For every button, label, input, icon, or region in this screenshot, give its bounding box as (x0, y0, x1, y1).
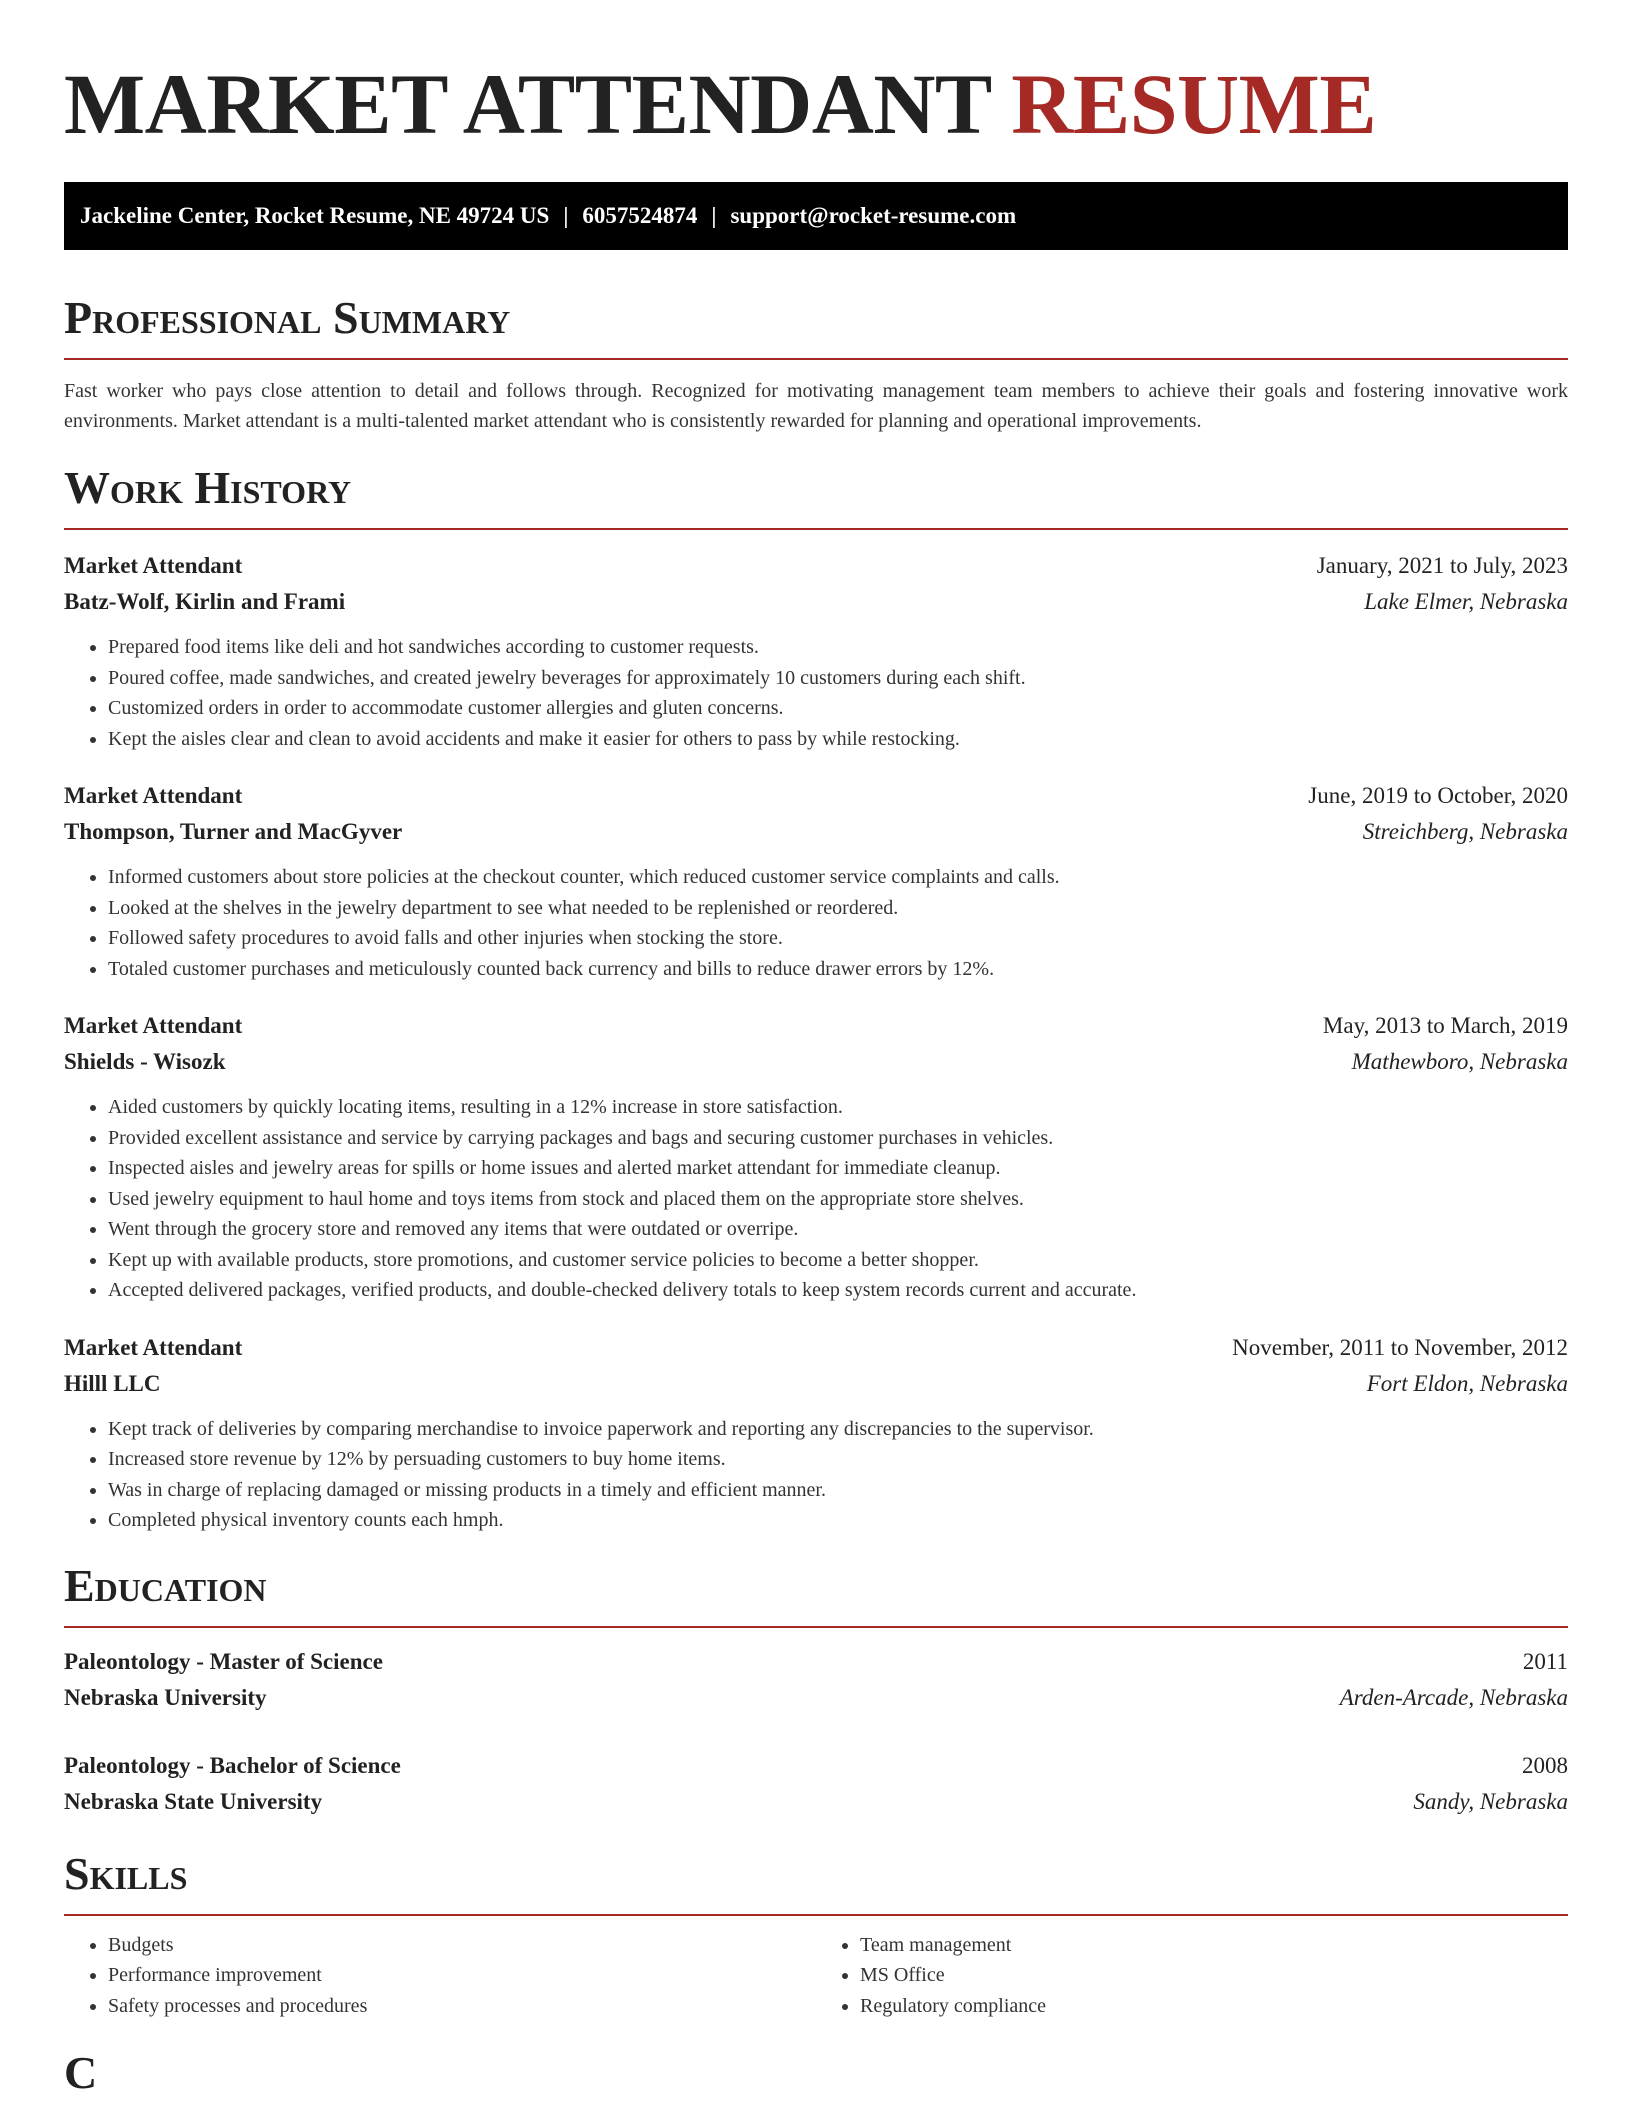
job-duty-item: • Inspected aisles and jewelry areas for spills or home issues and alerted market attendant for immediate cleanup. (108, 1153, 1568, 1184)
job-location: Lake Elmer, Nebraska (1364, 589, 1568, 614)
job-duty-item: • Increased store revenue by 12% by persuading customers to buy home items. (108, 1444, 1568, 1475)
contact-email: support@rocket-resume.com (730, 203, 1017, 228)
contact-separator: | (711, 203, 717, 228)
title-accent: RESUME (1011, 56, 1377, 152)
resume-title (64, 58, 1568, 150)
job-entry (64, 1008, 1568, 1306)
education-school: Nebraska State University (64, 1788, 323, 1814)
job-dates: June, 2019 to October, 2020 (1308, 783, 1568, 808)
education-degree: Paleontology - Master of Science (64, 1648, 383, 1674)
skill-item: • Safety processes and procedures (108, 1991, 816, 2022)
skill-item: • Budgets (108, 1930, 816, 1961)
job-duty-item: • Completed physical inventory counts each hmph. (108, 1505, 1568, 1536)
skills-columns (64, 1916, 1568, 2022)
skills-list-left (64, 1930, 816, 2022)
job-duty-item: • Kept track of deliveries by comparing merchandise to invoice paperwork and reporting any discrepancies to the supervisor. (108, 1414, 1568, 1445)
skills-heading: Skills (64, 1847, 188, 1899)
job-header-row (64, 1330, 1568, 1366)
job-duty-item: • Customized orders in order to accommodate customer allergies and gluten concerns. (108, 693, 1568, 724)
job-duty-item: • Kept the aisles clear and clean to avoid accidents and make it easier for others to pass by while restocking. (108, 724, 1568, 755)
job-company-row (64, 1366, 1568, 1402)
job-company-row (64, 584, 1568, 620)
summary-text: Fast worker who pays close attention to detail and follows through. Recognized for motivating management team members to achieve their goals and fostering innovative work environments. Market attendant is a multi-talented market attendant who is consistently rewarded for planning and operational improvements. (64, 380, 1568, 432)
education-year: 2011 (1522, 1648, 1568, 1674)
job-title: Market Attendant (64, 783, 243, 808)
job-title: Market Attendant (64, 1334, 243, 1360)
section-divider (64, 528, 1568, 530)
education-year: 2008 (1522, 1752, 1568, 1778)
job-company: Shields - Wisozk (64, 1049, 226, 1074)
job-duty-item: • Looked at the shelves in the jewelry department to see what needed to be replenished or reordered. (108, 893, 1568, 924)
education-school-row (64, 1784, 1568, 1820)
job-duty-item: • Provided excellent assistance and service by carrying packages and bags and securing customer purchases in vehicles. (108, 1123, 1568, 1154)
job-duty-item: • Prepared food items like deli and hot sandwiches according to customer requests. (108, 632, 1568, 663)
summary-heading: Professional Summary (64, 292, 511, 343)
job-dates: May, 2013 to March, 2019 (1322, 1013, 1568, 1038)
contact-phone: 6057524874 (582, 203, 698, 228)
education-entry (64, 1644, 1568, 1716)
job-duty-item: • Used jewelry equipment to haul home and toys items from stock and placed them on the appropriate store shelves. (108, 1184, 1568, 1215)
education-degree: Paleontology - Bachelor of Science (64, 1752, 401, 1778)
title-main: MARKET ATTENDANT (64, 56, 991, 152)
job-duty-item: • Was in charge of replacing damaged or missing products in a timely and efficient manner. (108, 1475, 1568, 1506)
skill-item: • Performance improvement (108, 1960, 816, 1991)
education-entry (64, 1748, 1568, 1820)
section-divider (64, 1626, 1568, 1628)
skill-item: • Team management (860, 1930, 1568, 1961)
job-duty-item: • Followed safety procedures to avoid falls and other injuries when stocking the store. (108, 923, 1568, 954)
job-duties (64, 632, 1568, 754)
job-duty-item: • Kept up with available products, store promotions, and customer service policies to become a better shopper. (108, 1245, 1568, 1276)
job-duty-item: • Went through the grocery store and removed any items that were outdated or overripe. (108, 1214, 1568, 1245)
job-entry (64, 548, 1568, 754)
job-entry (64, 778, 1568, 984)
job-header-row (64, 1008, 1568, 1044)
job-company: Thompson, Turner and MacGyver (64, 819, 403, 844)
education-school: Nebraska University (64, 1684, 267, 1710)
job-header-row (64, 778, 1568, 814)
education-degree-row (64, 1748, 1568, 1784)
skill-item: • Regulatory compliance (860, 1991, 1568, 2022)
job-location: Mathewboro, Nebraska (1351, 1049, 1568, 1074)
job-duty-item: • Informed customers about store policies at the checkout counter, which reduced customer service complaints and calls. (108, 862, 1568, 893)
work-heading: Work History (64, 462, 352, 513)
job-duties (64, 1414, 1568, 1536)
next-section (64, 2047, 1568, 2099)
section-divider (64, 358, 1568, 360)
job-duties (64, 1092, 1568, 1306)
job-duty-item: • Poured coffee, made sandwiches, and created jewelry beverages for approximately 10 customers during each shift. (108, 663, 1568, 694)
job-header-row (64, 548, 1568, 584)
job-dates: January, 2021 to July, 2023 (1316, 553, 1568, 578)
job-duties (64, 862, 1568, 984)
job-location: Streichberg, Nebraska (1362, 819, 1568, 844)
job-company: Hilll LLC (64, 1370, 161, 1396)
contact-address: Jackeline Center, Rocket Resume, NE 49724 US (80, 203, 550, 228)
work-section (64, 462, 1568, 1536)
education-location: Arden-Arcade, Nebraska (1339, 1684, 1568, 1710)
education-degree-row (64, 1644, 1568, 1680)
job-title: Market Attendant (64, 553, 243, 578)
job-entry (64, 1330, 1568, 1536)
job-company-row (64, 1044, 1568, 1080)
education-school-row (64, 1680, 1568, 1716)
contact-bar (64, 182, 1568, 250)
skills-list-right (816, 1930, 1568, 2022)
job-location: Fort Eldon, Nebraska (1366, 1370, 1568, 1396)
job-title: Market Attendant (64, 1013, 243, 1038)
job-duty-item: • Accepted delivered packages, verified products, and double-checked delivery totals to keep system records current and accurate. (108, 1275, 1568, 1306)
education-location: Sandy, Nebraska (1413, 1788, 1568, 1814)
job-company-row (64, 814, 1568, 850)
education-section (64, 1560, 1568, 1820)
resume-page (64, 0, 1568, 2099)
job-dates: November, 2011 to November, 2012 (1232, 1334, 1568, 1360)
education-heading: Education (64, 1559, 267, 1611)
job-duty-item: • Aided customers by quickly locating items, resulting in a 12% increase in store satisfaction. (108, 1092, 1568, 1123)
contact-separator: | (563, 203, 569, 228)
next-section-heading: C (64, 2047, 98, 2098)
job-duty-item: • Totaled customer purchases and meticulously counted back currency and bills to reduce drawer errors by 12%. (108, 954, 1568, 985)
summary-section (64, 292, 1568, 436)
skills-section (64, 1848, 1568, 2022)
job-company: Batz-Wolf, Kirlin and Frami (64, 589, 346, 614)
skill-item: • MS Office (860, 1960, 1568, 1991)
